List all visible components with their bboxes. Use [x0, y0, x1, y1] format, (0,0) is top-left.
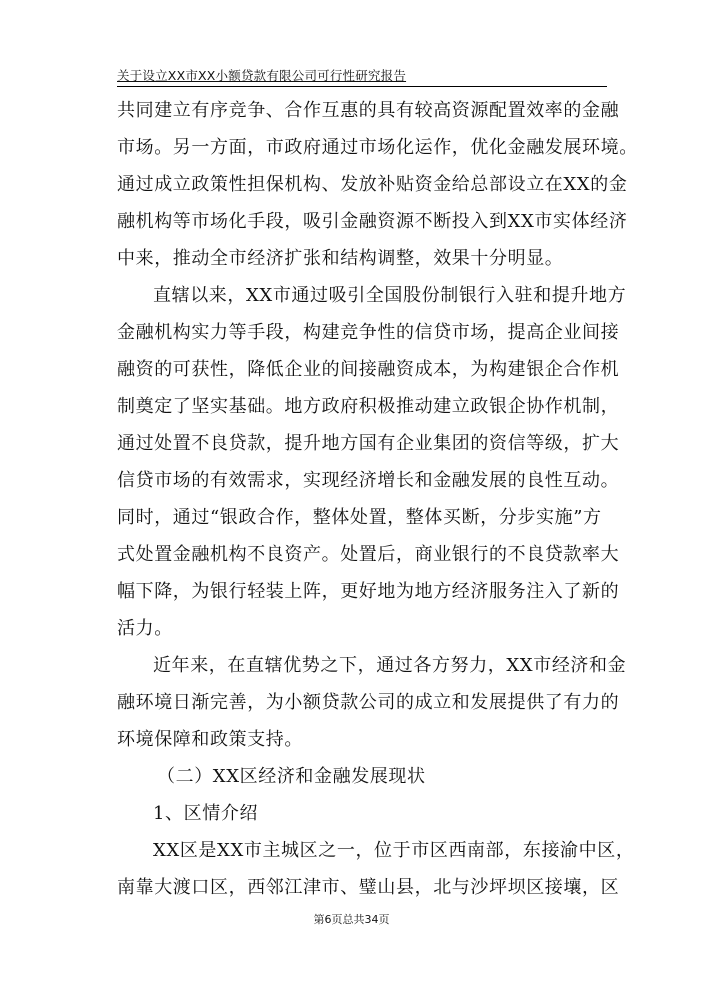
text-line: 金融机构实力等手段，构建竞争性的信贷市场，提高企业间接: [117, 322, 620, 343]
page-header: [117, 64, 607, 87]
text-line: 南靠大渡口区，西邻江津市、璧山县，北与沙坪坝区接壤，区: [117, 877, 620, 898]
text-line: 融机构等市场化手段，吸引金融资源不断投入到XX市实体经济: [117, 211, 628, 232]
text-line: 活力。: [117, 618, 173, 639]
text-line: 通过处置不良贷款，提升地方国有企业集团的资信等级，扩大: [117, 433, 620, 454]
text-line: 通过成立政策性担保机构、发放补贴资金给总部设立在XX的金: [117, 174, 628, 195]
text-line: 直辖以来，XX市通过吸引全国股份制银行入驻和提升地方: [153, 285, 627, 306]
text-line: 信贷市场的有效需求，实现经济增长和金融发展的良性互动。: [117, 470, 620, 491]
text-line: 近年来，在直辖优势之下，通过各方努力，XX市经济和金: [153, 655, 627, 676]
text-line: XX区是XX市主城区之一，位于市区西南部，东接渝中区，: [153, 840, 635, 861]
page-number: 第6页总共34页: [313, 913, 390, 926]
header-title: 关于设立XX市XX小额贷款有限公司可行性研究报告: [117, 68, 407, 83]
text-line: 市场。另一方面，市政府通过市场化运作，优化金融发展环境。: [117, 137, 638, 158]
subsection-heading: 1、区情介绍: [153, 803, 259, 824]
text-line: 融环境日渐完善，为小额贷款公司的成立和发展提供了有力的: [117, 692, 620, 713]
text-line: 环境保障和政策支持。: [117, 729, 303, 750]
text-line: 式处置金融机构不良资产。处置后，商业银行的不良贷款率大: [117, 544, 620, 565]
text-line: 同时，通过“银政合作，整体处置，整体买断，分步实施”方: [117, 507, 602, 528]
page-footer: [0, 911, 703, 927]
section-heading: （二）XX区经济和金融发展现状: [157, 766, 426, 787]
document-body: [117, 92, 638, 906]
text-line: 中来，推动全市经济扩张和结构调整，效果十分明显。: [117, 248, 564, 269]
text-line: 共同建立有序竞争、合作互惠的具有较高资源配置效率的金融: [117, 100, 620, 121]
text-line: 融资的可获性，降低企业的间接融资成本，为构建银企合作机: [117, 359, 620, 380]
text-line: 幅下降，为银行轻装上阵，更好地为地方经济服务注入了新的: [117, 581, 620, 602]
text-line: 制奠定了坚实基础。地方政府积极推动建立政银企协作机制，: [117, 396, 620, 417]
